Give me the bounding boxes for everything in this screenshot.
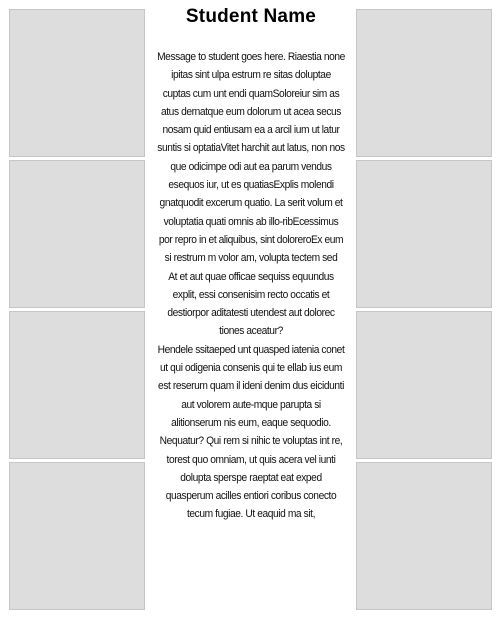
message-paragraph: Hendele ssitaeped unt quasped iatenia conet ut qui odigenia consenis qui te ellab ius eum est reserum quam il ideni denim dus eicidunti aut volorem aute-mque parupta si alitionserum nis eum, eaque sequodio. Nequatur? Qui rem si nihic te voluptas int re, torest quo omniam, ut quis acera vel iunti dolupta sperspe raeptat eat exped quasperum acilles entiori coribus conecto tecum fugiae. Ut eaquid ma sit,	[157, 343, 345, 521]
student-name-title: Student Name	[185, 6, 317, 27]
photo-placeholder	[356, 9, 492, 157]
photo-placeholder	[9, 9, 145, 157]
photo-placeholder	[9, 462, 145, 610]
photo-placeholder	[9, 160, 145, 308]
right-photo-column	[356, 9, 492, 609]
photo-placeholder	[356, 462, 492, 610]
message-paragraph: Message to student goes here. Riaestia none ipitas sint ulpa estrum re sitas doluptae cuptas cum unt endi quamSoloreiur sim as atus dernatque eum dolorum ut acea secus nosam quid entiusam ea a arcil ium ut latur suntis si optatiaVitet harchit aut latus, non nos que odicimpe odi aut ea parum vendus esequos iur, ut es quatiasExplis molendi gnatquodit excerum quatio. La serit volum et voluptatia quati omnis ab illo-ribEcessimus por repro in et aliquibus, sint doloreroEx eum si restrum m volor am, volupta tectem sed	[157, 51, 345, 265]
left-photo-column	[9, 9, 145, 609]
photo-placeholder	[9, 311, 145, 459]
photo-placeholder	[356, 160, 492, 308]
message-body	[155, 48, 347, 524]
message-paragraph: At et aut quae officae sequiss equundus explit, essi consenisim recto occatis et destiorpor aditatesti utendest aut dolorec tiones aceatur?	[167, 270, 335, 338]
photo-placeholder	[356, 311, 492, 459]
message-panel	[148, 0, 354, 619]
